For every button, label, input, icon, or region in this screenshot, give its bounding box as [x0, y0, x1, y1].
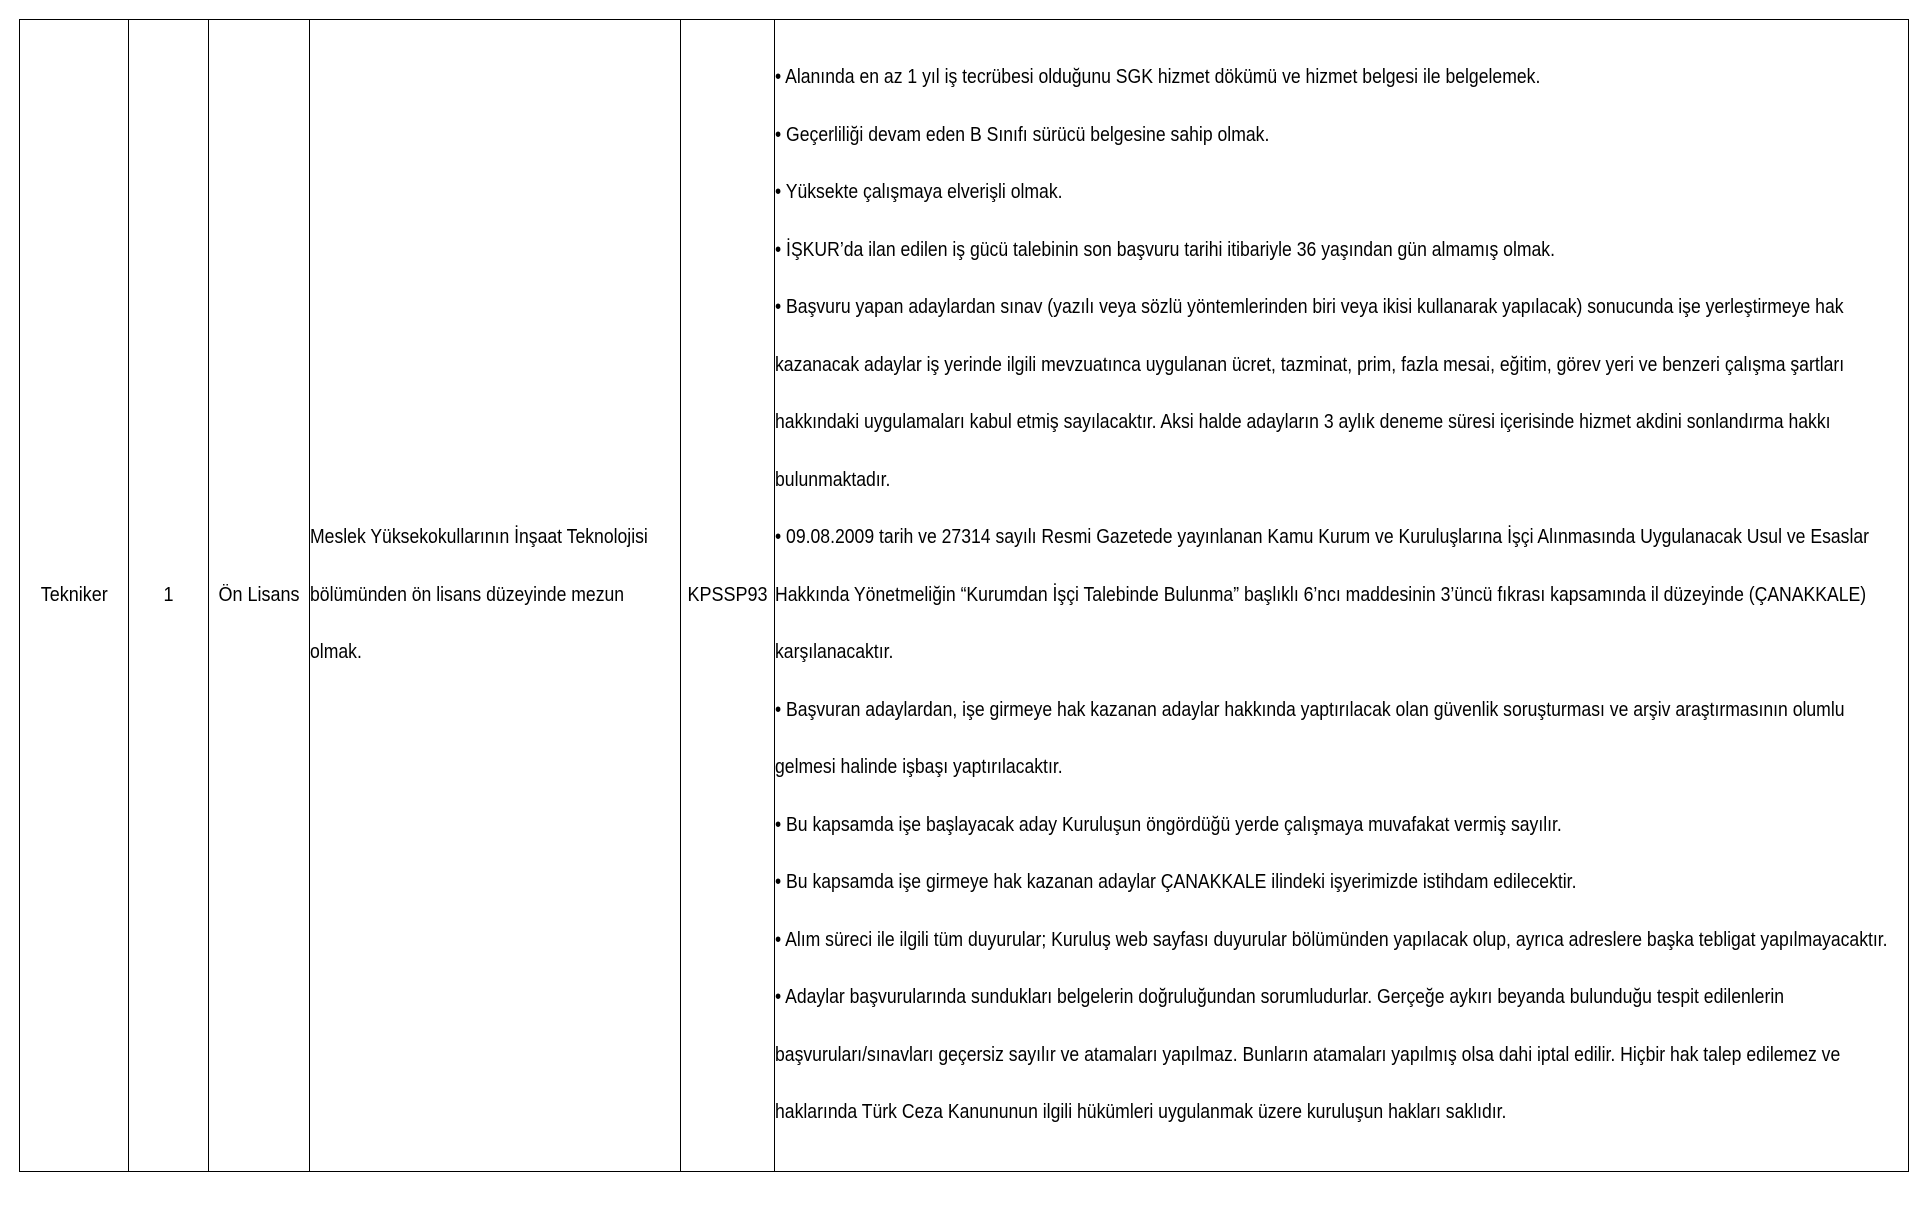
table-row	[20, 20, 1909, 1172]
position-title: Tekniker	[40, 584, 108, 606]
job-posting-table-wrapper	[19, 19, 1908, 1172]
exam-score-type-cell	[681, 20, 775, 1172]
list-item: • Bu kapsamda işe girmeye hak kazanan adaylar ÇANAKKALE ilindeki işyerimizde istihdam edilecektir.	[775, 871, 1577, 894]
list-item: • İŞKUR’da ilan edilen iş gücü talebinin son başvuru tarihi itibariyle 36 yaşından gün almamış olmak.	[775, 238, 1555, 261]
position-count: 1	[163, 584, 174, 606]
list-item: • Adaylar başvurularında sundukları belgelerin doğruluğundan sorumludurlar. Gerçeğe aykırı beyanda bulunduğu tespit edilenlerin başvuruları/sınavları geçersiz sayılır ve atamaları yapılmaz. Bunların atamaları yapılmış olsa dahi iptal edilir. Hiçbir hak talep edilemez ve haklarında Türk Ceza Kanununun ilgili hükümleri uygulanmak üzere kuruluşun hakları saklıdır.	[775, 986, 1841, 1124]
position-count-cell	[129, 20, 209, 1172]
list-item: • 09.08.2009 tarih ve 27314 sayılı Resmi Gazetede yayınlanan Kamu Kurum ve Kuruluşlarına İşçi Alınmasında Uygulanacak Usul ve Esaslar Hakkında Yönetmeliğin “Kurumdan İşçi Talebinde Bulunma” başlıklı 6’ncı maddesinin 3’üncü fıkrası kapsamında il düzeyinde (ÇANAKKALE) karşılanacaktır.	[775, 526, 1870, 664]
list-item: • Alım süreci ile ilgili tüm duyurular; Kuruluş web sayfası duyurular bölümünden yapılacak olup, ayrıca adreslere başka tebligat yapılmayacaktır.	[775, 928, 1888, 951]
list-item: • Alanında en az 1 yıl iş tecrübesi olduğunu SGK hizmet dökümü ve hizmet belgesi ile belgelemek.	[775, 66, 1541, 89]
list-item: • Bu kapsamda işe başlayacak aday Kuruluşun öngördüğü yerde çalışmaya muvafakat vermiş sayılır.	[775, 813, 1562, 836]
position-title-cell	[20, 20, 129, 1172]
list-item: • Başvuru yapan adaylardan sınav (yazılı veya sözlü yöntemlerinden biri veya ikisi kullanarak yapılacak) sonucunda işe yerleştirmeye hak kazanacak adaylar iş yerinde ilgili mevzuatınca uygulanan ücret, tazminat, prim, fazla mesai, eğitim, görev yeri ve benzeri çalışma şartları hakkındaki uygulamaları kabul etmiş sayılacaktır. Aksi halde adayların 3 aylık deneme süresi içerisinde hizmet akdini sonlandırma hakkı bulunmaktadır.	[775, 296, 1845, 491]
list-item: • Başvuran adaylardan, işe girmeye hak kazanan adaylar hakkında yaptırılacak olan güvenlik soruşturması ve arşiv araştırmasının olumlu gelmesi halinde işbaşı yaptırılacaktır.	[775, 698, 1845, 779]
list-item: • Yüksekte çalışmaya elverişli olmak.	[775, 181, 1063, 204]
education-level-cell	[209, 20, 310, 1172]
education-level: Ön Lisans	[218, 584, 300, 606]
job-posting-table	[19, 19, 1909, 1172]
requirements-cell	[775, 20, 1909, 1172]
exam-score-type: KPSSP93	[687, 584, 768, 606]
requirements-list	[775, 49, 1908, 1142]
list-item: • Geçerliliği devam eden B Sınıfı sürücü belgesine sahip olmak.	[775, 123, 1270, 146]
department-requirement: Meslek Yüksekokullarının İnşaat Teknolojisi bölümünden ön lisans düzeyinde mezun olmak.	[310, 526, 648, 664]
department-requirement-cell	[310, 20, 681, 1172]
